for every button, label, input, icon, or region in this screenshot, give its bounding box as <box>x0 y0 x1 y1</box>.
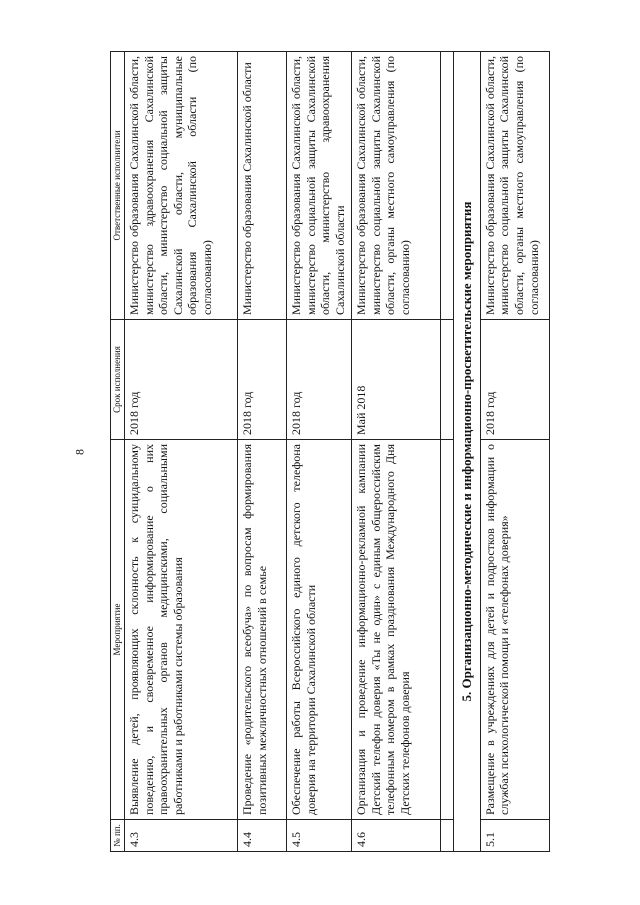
section-5-title: 5. Организационно-методические и информационно-просветительские мероприятия <box>453 52 480 852</box>
table-row <box>237 52 286 852</box>
row-number: 5.1 <box>480 820 549 852</box>
row-number: 4.4 <box>237 820 286 852</box>
row-term: Май 2018 <box>351 320 440 440</box>
row-activity: Выявление детей, проявляющих склонность к суицидальному поведению, и своевременное информирование о них правоохранительных органов медицинскими, социальными работниками и работниками системы образования <box>124 440 237 820</box>
row-executors: Министерство образования Сахалинской области <box>237 52 286 320</box>
page-number: 8 <box>72 449 87 455</box>
table-header-row <box>111 52 125 852</box>
header-term: Срок исполнения <box>111 320 125 440</box>
spacer-row <box>440 52 453 852</box>
row-activity: Обеспечение работы Всероссийского единого детского телефона доверия на территории Сахалинской области <box>286 440 351 820</box>
table-row <box>351 52 440 852</box>
table-row <box>124 52 237 852</box>
header-executors: Ответственные исполнители <box>111 52 125 320</box>
rotated-page-content <box>110 52 541 852</box>
row-activity: Проведение «родительского всеобуча» по вопросам формирования позитивных межличностных отношений в семье <box>237 440 286 820</box>
row-number: 4.6 <box>351 820 440 852</box>
row-term: 2018 год <box>480 320 549 440</box>
row-activity: Размещение в учреждениях для детей и подростков информации о службах психологической помощи и «телефонах доверия» <box>480 440 549 820</box>
header-activity: Мероприятие <box>111 440 125 820</box>
row-executors: Министерство образования Сахалинской области, министерство социальной защиты Сахалинской области, органы местного самоуправления (по согласованию) <box>480 52 549 320</box>
row-term: 2018 год <box>124 320 237 440</box>
section-heading-row <box>453 52 480 852</box>
table-row <box>480 52 549 852</box>
row-executors: Министерство образования Сахалинской области, министерство социальной защиты Сахалинской области, министерство здравоохранения Сахалинской области <box>286 52 351 320</box>
row-number: 4.5 <box>286 820 351 852</box>
row-term: 2018 год <box>237 320 286 440</box>
row-activity: Организация и проведение информационно-рекламной кампании Детский телефон доверия «Ты не один» с единым общероссийским телефонным номером в рамках празднования Международного Дня Детских телефонов доверия <box>351 440 440 820</box>
row-term: 2018 год <box>286 320 351 440</box>
row-number: 4.3 <box>124 820 237 852</box>
row-executors: Министерство образования Сахалинской области, министерство здравоохранения Сахалинской области, министерство социальной защиты Сахалинской области, муниципальные образования Сахалинской области (по согласованию) <box>124 52 237 320</box>
activities-table <box>110 51 550 852</box>
table-row <box>286 52 351 852</box>
header-num: № пп. <box>111 820 125 852</box>
row-executors: Министерство образования Сахалинской области, министерство социальной защиты Сахалинской области, органы местного самоуправления (по согласованию) <box>351 52 440 320</box>
